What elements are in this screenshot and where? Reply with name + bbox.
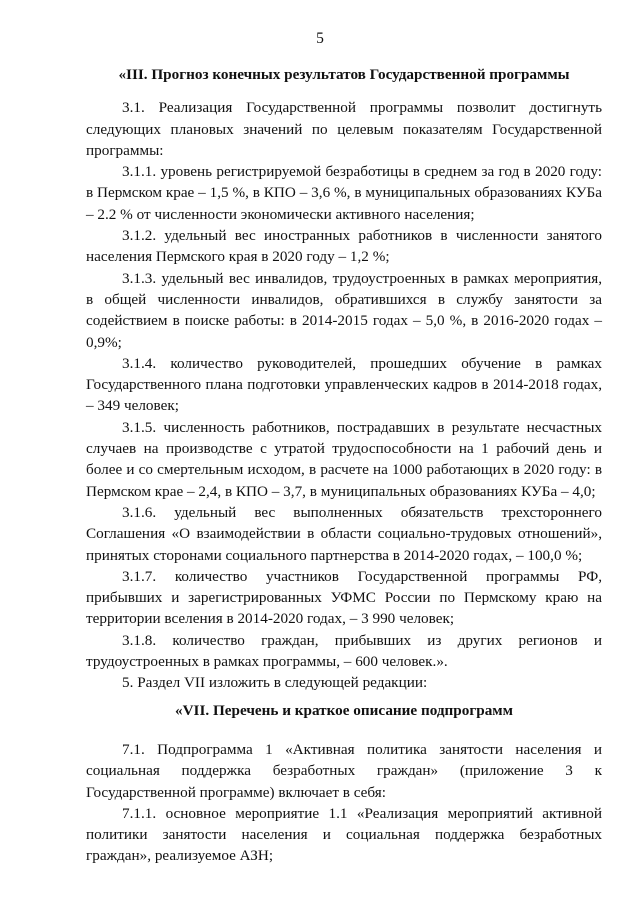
paragraph-3-1-8: 3.1.8. количество граждан, прибывших из других регионов и трудоустроенных в рамках программы, – 600 человек.».: [86, 631, 602, 671]
page-number: 5: [316, 30, 324, 47]
paragraph-3-1-3: 3.1.3. удельный вес инвалидов, трудоустроенных в рамках мероприятия, в общей численности инвалидов, обратившихся в службу занятости за содействием в поиске работы: в 2014-2015 годах – 5,0 %, в 2016-2020 годах – 0,9%;: [86, 269, 602, 351]
section-7-title: «VII. Перечень и краткое описание подпрограмм: [175, 701, 513, 719]
paragraph-7-1-1: 7.1.1. основное мероприятие 1.1 «Реализация мероприятий активной политики занятости населения и социальная поддержка безработных граждан», реализуемое АЗН;: [86, 804, 602, 865]
paragraph-item-5: 5. Раздел VII изложить в следующей редакции:: [122, 674, 428, 692]
paragraph-7-1: 7.1. Подпрограмма 1 «Активная политика занятости населения и социальная поддержка безработных граждан» (приложение 3 к Государственной программе) включает в себя:: [86, 740, 602, 801]
paragraph-3-1-7: 3.1.7. количество участников Государственной программы РФ, прибывших и зарегистрированных УФМС России по Пермскому краю на территории вселения в 2014-2020 годах, – 3 990 человек;: [86, 567, 602, 628]
section-3-title: «III. Прогноз конечных результатов Государственной программы: [118, 66, 570, 83]
document-body: [86, 64, 602, 867]
paragraph-3-1-5: 3.1.5. численность работников, пострадавших в результате несчастных случаев на производстве с утратой трудоспособности на 1 рабочий день и более и со смертельным исходом, в расчете на 1000 работающих в 2020 году: в Пермском крае – 2,4, в КПО – 3,7, в муниципальных образованиях КУБа – 4,0;: [86, 418, 602, 500]
paragraph-3-1-2: 3.1.2. удельный вес иностранных работников в численности занятого населения Пермского края в 2020 году – 1,2 %;: [86, 227, 602, 266]
paragraph-3-1-1: 3.1.1. уровень регистрируемой безработицы в среднем за год в 2020 году: в Пермском крае – 1,5 %, в КПО – 3,6 %, в муниципальных образованиях КУБа – 2.2 % от численности экономически активного населения;: [86, 163, 602, 223]
paragraph-3-1-4: 3.1.4. количество руководителей, прошедших обучение в рамках Государственного плана подготовки управленческих кадров в 2014-2018 годах, – 349 человек;: [86, 354, 602, 415]
paragraph-3-1: 3.1. Реализация Государственной программы позволит достигнуть следующих плановых значений по целевым показателям Государственной программы:: [86, 99, 602, 159]
paragraph-3-1-6: 3.1.6. удельный вес выполненных обязательств трехстороннего Соглашения «О взаимодействии в области социально-трудовых отношений», принятых сторонами социального партнерства в 2014-2020 годах, – 100,0 %;: [86, 503, 602, 564]
